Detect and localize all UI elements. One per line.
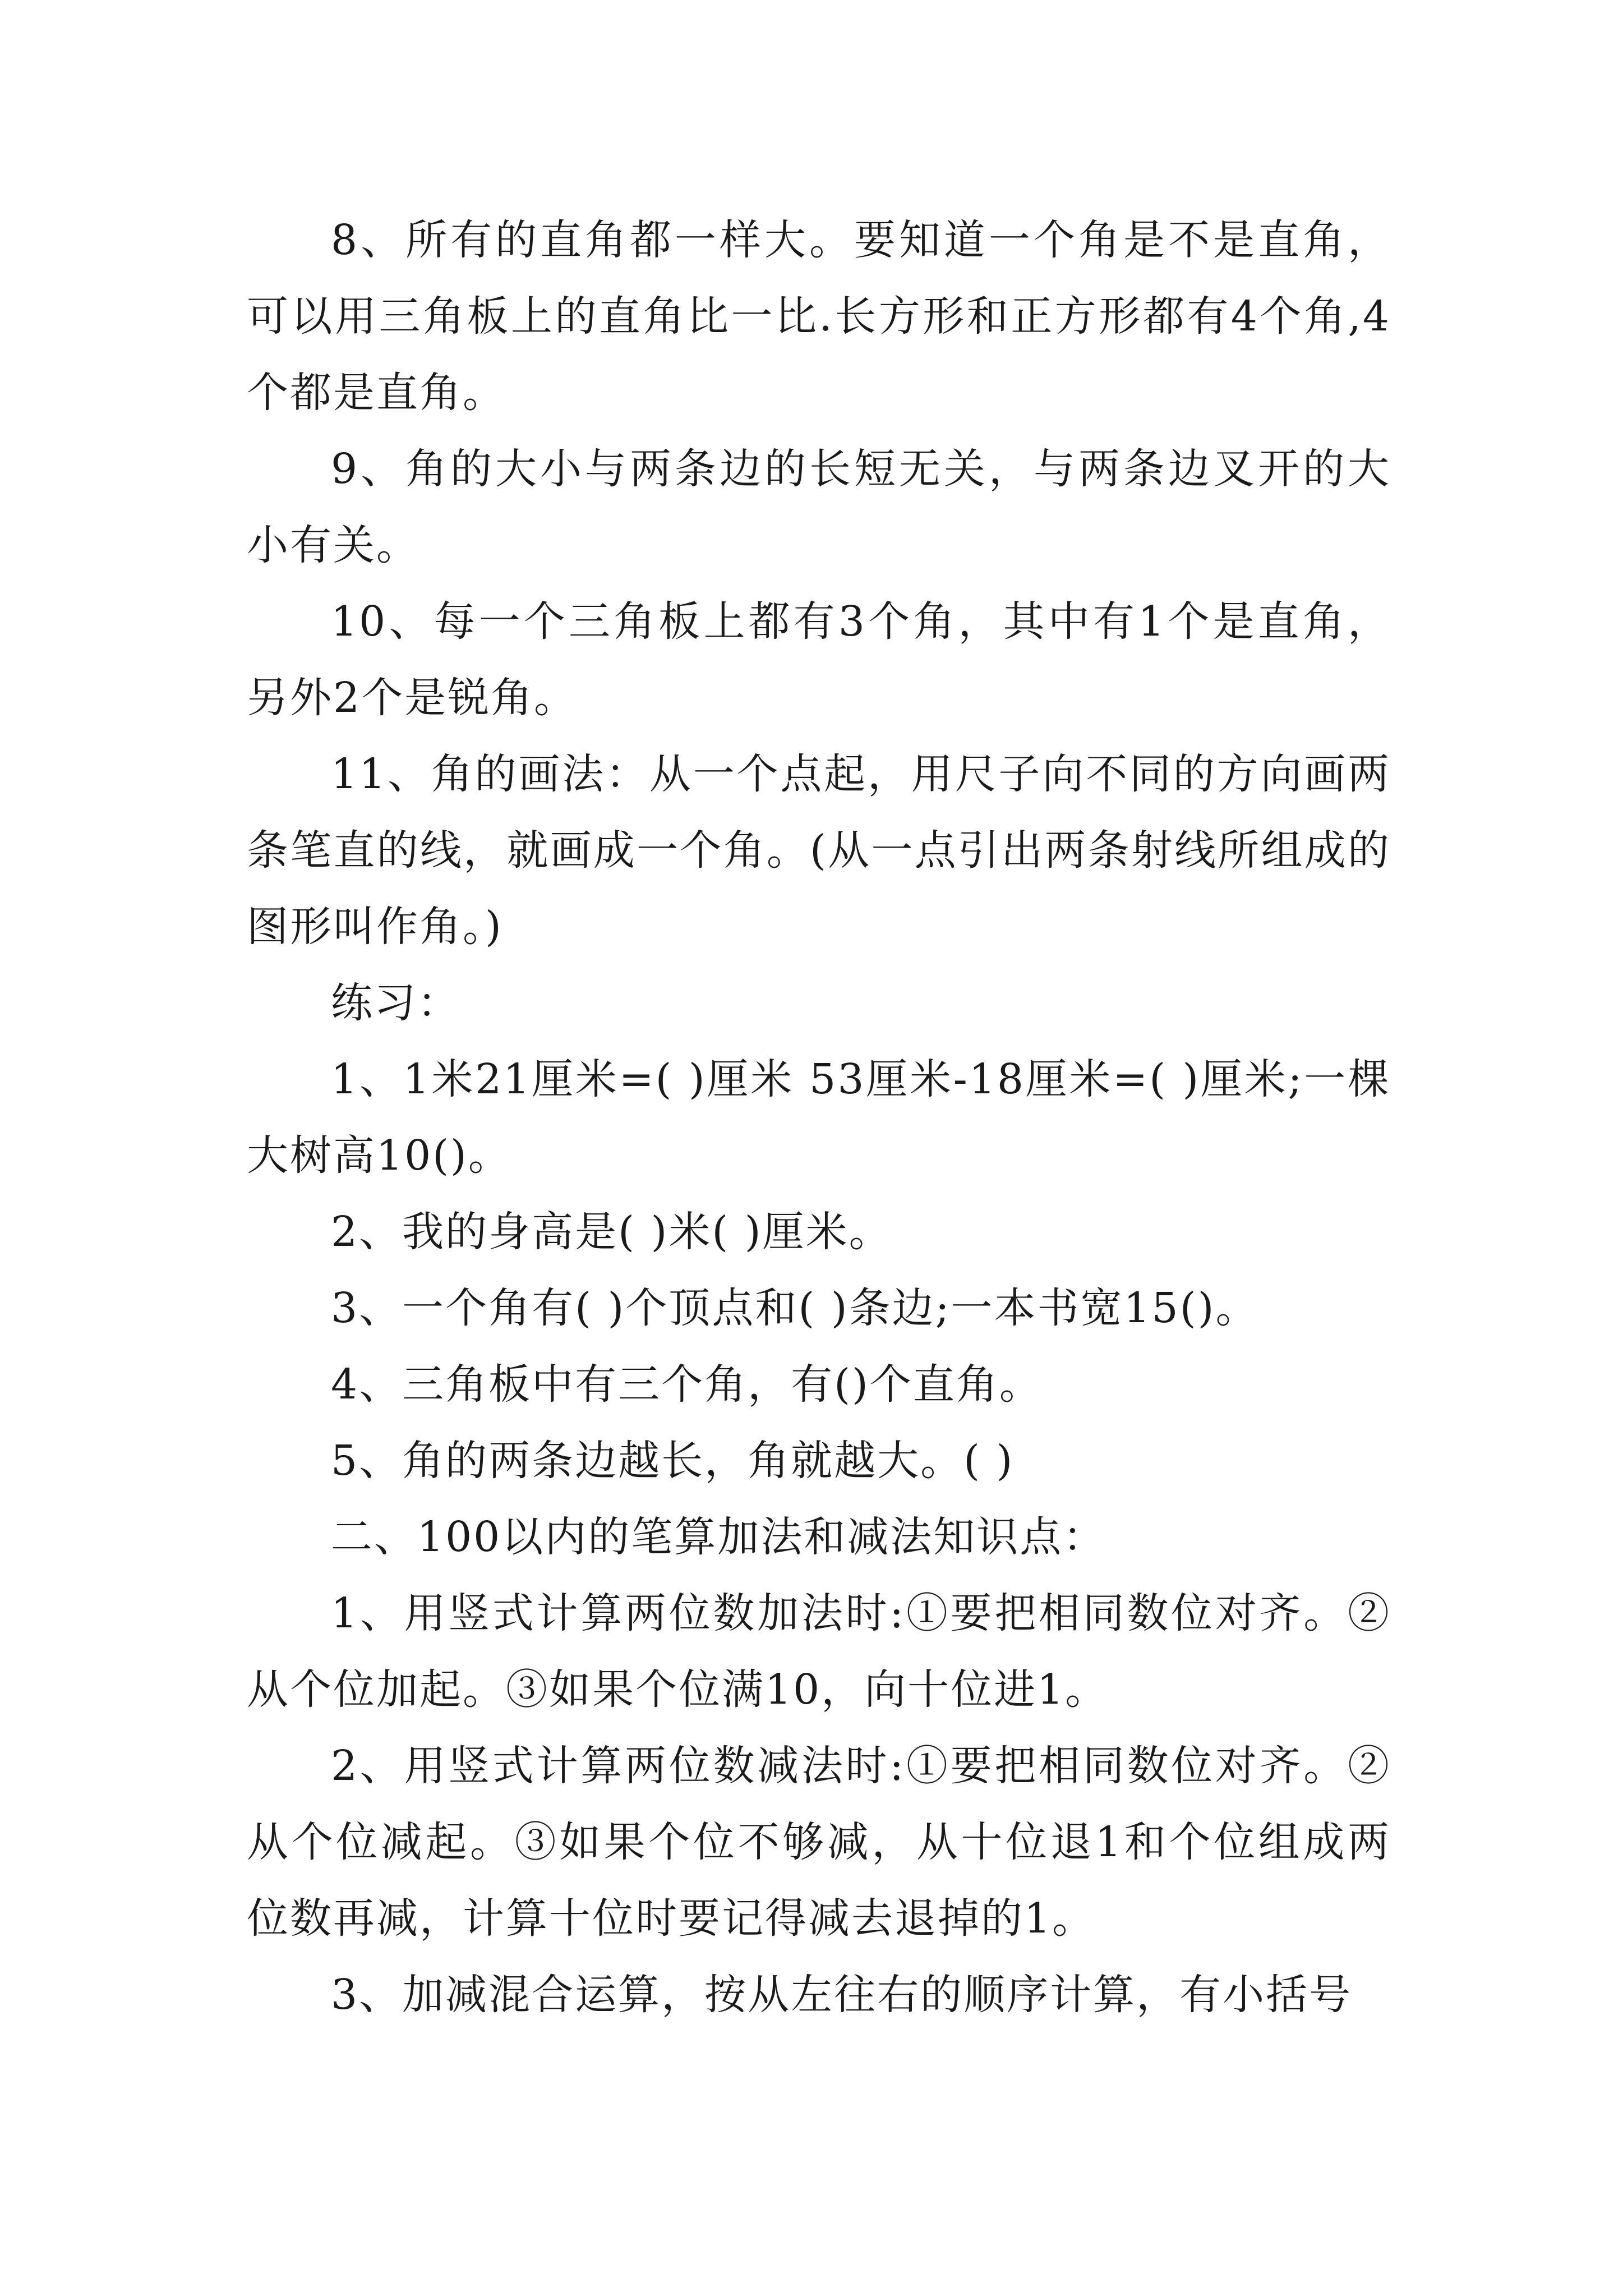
document-body: [247, 202, 1391, 2033]
exercise-item-4: 4、三角板中有三个角，有()个直角。: [331, 1360, 1043, 1409]
exercise-item-5: 5、角的两条边越长，角就越大。( ): [331, 1437, 1015, 1485]
paragraph-subtraction-rule: 2、用竖式计算两位数减法时:①要把相同数位对齐。②从个位减起。③如果个位不够减，从十位退1和个位组成两位数再减，计算十位时要记得减去退掉的1。: [247, 1742, 1391, 1943]
paragraph-draw-angle: 11、角的画法：从一个点起，用尺子向不同的方向画两条笔直的线，就画成一个角。(从一点引出两条射线所组成的图形叫作角。): [247, 750, 1391, 951]
exercise-heading: 练习：: [331, 979, 460, 1027]
exercise-item-2: 2、我的身高是( )米( )厘米。: [331, 1208, 892, 1256]
paragraph-right-angle: 8、所有的直角都一样大。要知道一个角是不是直角，可以用三角板上的直角比一比.长方形和正方形都有4个角,4个都是直角。: [247, 216, 1391, 417]
paragraph-mixed-operations: 3、加减混合运算，按从左往右的顺序计算，有小括号: [331, 1971, 1353, 2019]
exercise-item-3: 3、一个角有( )个顶点和( )条边;一本书宽15()。: [331, 1284, 1259, 1332]
paragraph-addition-rule: 1、用竖式计算两位数加法时:①要把相同数位对齐。②从个位加起。③如果个位满10，向十位进1。: [247, 1589, 1391, 1714]
exercise-item-1: 1、1米21厘米=( )厘米 53厘米-18厘米=( )厘米;一棵大树高10()。: [247, 1055, 1391, 1180]
section-heading-written-calculation: 二、100以内的笔算加法和减法知识点：: [331, 1513, 1106, 1561]
paragraph-angle-size: 9、角的大小与两条边的长短无关，与两条边叉开的大小有关。: [247, 445, 1391, 569]
paragraph-triangle-ruler: 10、每一个三角板上都有3个角，其中有1个是直角，另外2个是锐角。: [247, 597, 1391, 722]
